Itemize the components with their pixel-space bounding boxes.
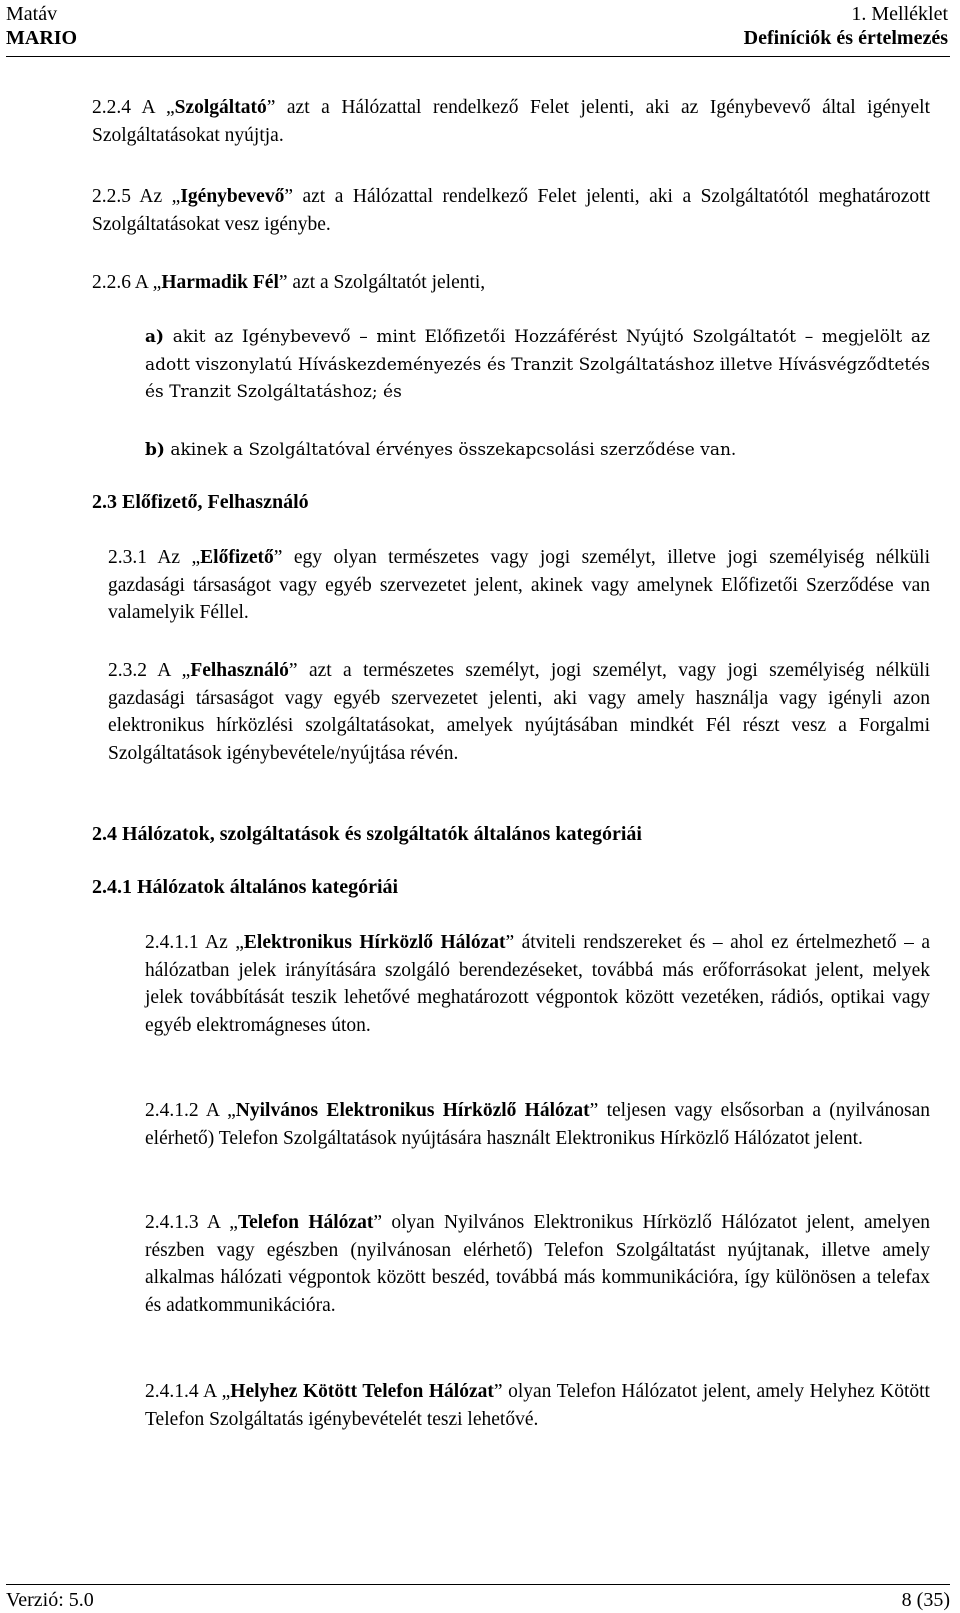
clause-number: 2.3.1 (108, 547, 147, 568)
list-item-a: a) akit az Igénybevevő – mint Előfizetői Hozzáférést Nyújtó Szolgáltatót – megjelölt az adott viszonylatú Híváskezdeményezés és Tranzit Szolgáltatáshoz illetve Hívásvégződtetés és Tranzit Szolgáltatáshoz; és (145, 327, 930, 402)
defined-term: Helyhez Kötött Telefon Hálózat (230, 1381, 494, 1402)
defined-term: Szolgáltató (174, 97, 267, 118)
defined-term: Telefon Hálózat (237, 1212, 374, 1233)
header-company: Matáv (6, 3, 58, 25)
list-label: a) (145, 327, 165, 347)
page-footer (6, 1584, 950, 1611)
definition-2-2-4: 2.2.4 A „Szolgáltató” azt a Hálózattal rendelkező Felet jelenti, aki az Igénybevevő által igényelt Szolgáltatásokat nyújtja. (92, 97, 930, 146)
defined-term: Igénybevevő (180, 186, 285, 207)
header-section-title: Definíciók és értelmezés (743, 27, 948, 49)
definition-2-4-1-2: 2.4.1.2 A „Nyilvános Elektronikus Hírközlő Hálózat” teljesen vagy elsősorban a (nyilvánosan elérhető) Telefon Szolgáltatások nyújtására használt Elektronikus Hírközlő Hálózatot jelent. (145, 1100, 930, 1149)
list-item-b: b) akinek a Szolgáltatóval érvényes összekapcsolási szerződése van. (145, 440, 737, 460)
definition-2-2-6: 2.2.6 A „Harmadik Fél” azt a Szolgáltatót jelenti, (92, 272, 486, 293)
section-heading-2-3: 2.3 Előfizető, Felhasználó (92, 491, 309, 513)
clause-number: 2.4.1.2 (145, 1100, 199, 1121)
clause-number: 2.2.5 (92, 186, 131, 207)
footer-version: Verzió: 5.0 (6, 1589, 94, 1611)
section-heading-2-4-1: 2.4.1 Hálózatok általános kategóriái (92, 876, 399, 898)
page-header (0, 0, 960, 56)
section-heading-2-4: 2.4 Hálózatok, szolgáltatások és szolgáltatók általános kategóriái (92, 823, 642, 845)
clause-number: 2.4.1.3 (145, 1212, 199, 1233)
clause-number: 2.4.1.1 (145, 932, 199, 953)
list-label: b) (145, 440, 165, 460)
clause-number: 2.2.6 (92, 272, 131, 293)
header-rule (6, 56, 950, 57)
defined-term: Elektronikus Hírközlő Hálózat (243, 932, 506, 953)
clause-number: 2.2.4 (92, 97, 131, 118)
defined-term: Felhasználó (190, 660, 289, 681)
definition-2-4-1-4: 2.4.1.4 A „Helyhez Kötött Telefon Hálózat” olyan Telefon Hálózatot jelent, amely Helyhez Kötött Telefon Szolgáltatás igénybevételét teszi lehetővé. (145, 1381, 930, 1430)
footer-page-number: 8 (35) (901, 1589, 950, 1611)
definition-2-4-1-3: 2.4.1.3 A „Telefon Hálózat” olyan Nyilvános Elektronikus Hírközlő Hálózatot jelent, amelyen részben vagy egészben (nyilvánosan elérhető) Telefon Szolgáltatást nyújtanak, illetve amely alkalmas hálózati végpontok között beszéd, továbbá más kommunikációra, így különösen a telefax és adatkommunikációra. (145, 1212, 930, 1316)
clause-number: 2.4.1.4 (145, 1381, 199, 1402)
defined-term: Előfizető (200, 547, 274, 568)
definition-2-3-1: 2.3.1 Az „Előfizető” egy olyan természetes vagy jogi személyt, illetve jogi személyiség nélküli gazdasági társaságot vagy egyéb szervezetet jelent, akinek vagy amelynek Előfizetői Szerződése van valamelyik Féllel. (108, 547, 930, 623)
definition-2-3-2: 2.3.2 A „Felhasználó” azt a természetes személyt, jogi személyt, vagy jogi személyiség nélküli gazdasági társaságot vagy egyéb szervezetet jelenti, aki vagy amely használja vagy igényli azon elektronikus hírközlési szolgáltatásokat, amelyek nyújtásában mindkét Fél részt vesz a Forgalmi Szolgáltatások igénybevétele/nyújtása révén. (108, 660, 930, 764)
defined-term: Nyilvános Elektronikus Hírközlő Hálózat (235, 1100, 590, 1121)
definition-2-4-1-1: 2.4.1.1 Az „Elektronikus Hírközlő Hálózat” átviteli rendszereket és – ahol ez értelmezhető – a hálózatban jelek irányítására szolgáló berendezéseket, továbbá más erőforrásokat jelent, melyek jelek továbbítását teszik lehetővé meghatározott végpontok között vezetéken, rádiós, optikai vagy egyéb elektromágneses úton. (145, 932, 930, 1036)
defined-term: Harmadik Fél (161, 272, 279, 293)
header-product: MARIO (6, 27, 78, 49)
header-annex: 1. Melléklet (851, 3, 948, 25)
clause-number: 2.3.2 (108, 660, 147, 681)
definition-2-2-5: 2.2.5 Az „Igénybevevő” azt a Hálózattal rendelkező Felet jelenti, aki a Szolgáltatótól meghatározott Szolgáltatásokat vesz igénybe. (92, 186, 930, 235)
